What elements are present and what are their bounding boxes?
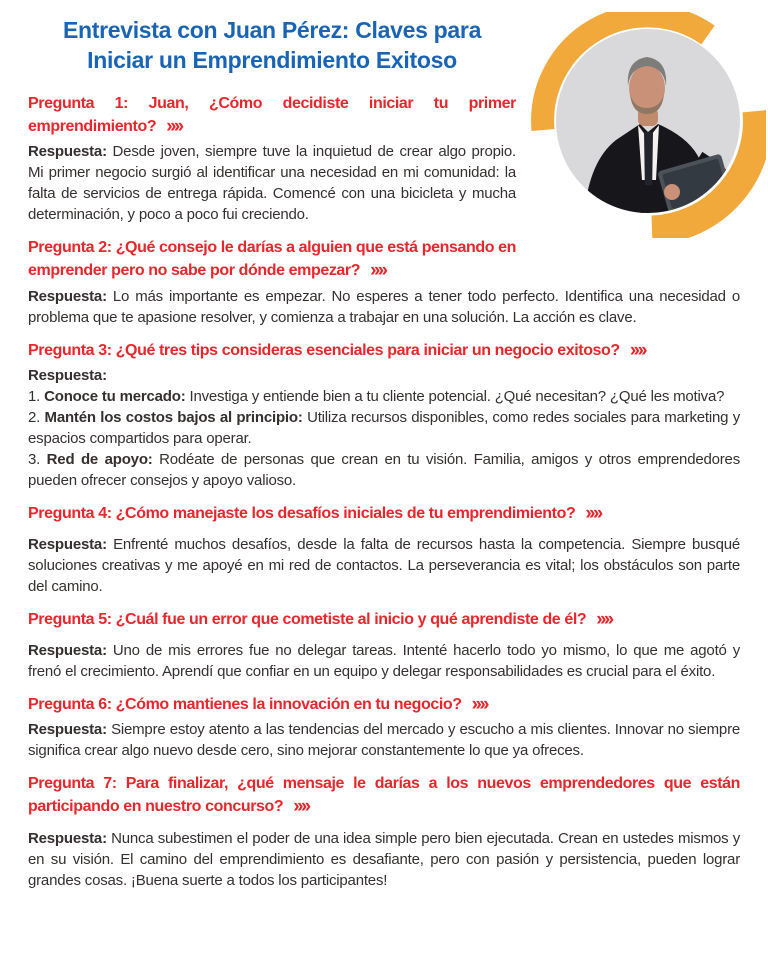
answer-text: Siempre estoy atento a las tendencias del mercado y escucho a mis clientes. Innovar no siempre significa crear algo nuevo desde cero, sino mejorar constantemente lo que ya ofreces. [28,721,741,760]
tip-item-2 [28,407,740,449]
answer-paragraph [28,640,740,682]
question-text: ¿Qué consejo le darías a alguien que está pensando en emprender pero no sabe por dónde empezar? [28,239,516,280]
question-text: ¿Cómo manejaste los desafíos iniciales de tu emprendimiento? [115,504,576,522]
question-6-heading [28,693,740,716]
question-section-7 [28,772,740,890]
question-section-2 [28,236,740,327]
question-5-heading [28,608,740,631]
question-text: ¿Qué tres tips consideras esenciales para iniciar un negocio exitoso? [115,341,620,359]
question-label: Pregunta 7: [28,775,117,793]
chevrons-icon: ›››› [293,796,309,818]
tip-text: Investiga y entiende bien a tu cliente potencial. ¿Qué necesitan? ¿Qué les motiva? [189,387,725,405]
question-text: Juan, ¿Cómo decidiste iniciar tu primer emprendimiento? [28,94,516,135]
question-label: Pregunta 3: [28,341,112,359]
answer-paragraph [28,719,740,761]
question-section-3 [28,339,740,491]
question-3-heading [28,339,740,362]
chevrons-icon: ›››› [370,260,386,282]
chevrons-icon: ›››› [166,115,182,137]
tip-number: 3. [28,450,41,468]
question-7-heading [28,772,740,818]
answer-label: Respuesta: [28,721,107,739]
tip-item-3 [28,449,740,491]
tip-number: 2. [28,408,41,426]
answer-label: Respuesta: [28,287,107,305]
question-section-6 [28,693,740,761]
profile-photo [526,12,766,238]
question-text: Para finalizar, ¿qué mensaje le darías a los nuevos emprendedores que están participando en nuestro concurso? [28,775,740,816]
tip-item-1 [28,386,740,407]
chevrons-icon: ›››› [471,694,487,716]
answer-text: Nunca subestimen el poder de una idea simple pero bien ejecutada. Crean en ustedes mismos y en su visión. El camino del emprendimiento es desafiante, pero con pasión y persistencia, pueden lograr grandes cosas. ¡Buena suerte a todos los participantes! [28,829,740,889]
tip-lead: Conoce tu mercado: [44,387,186,405]
businessman-photo-graphic [526,12,766,238]
chevrons-icon: ›››› [629,339,646,361]
answer-text: Uno de mis errores fue no delegar tareas. Intenté hacerlo todo yo mismo, lo que me agotó y frenó el crecimiento. Aprendí que confiar en un equipo y delegar responsabilidades es crucial para el éxito. [28,642,740,681]
question-section-4 [28,502,740,597]
answer-paragraph [28,828,740,891]
answer-paragraph [28,534,740,597]
question-section-5 [28,608,740,682]
question-label: Pregunta 2: [28,239,112,257]
answer-label: Respuesta: [28,642,107,660]
question-label: Pregunta 1: [28,94,129,112]
question-text: ¿Cuál fue un error que cometiste al inicio y qué aprendiste de él? [115,610,587,628]
chevrons-icon: ›››› [596,608,612,630]
tip-number: 1. [28,387,41,405]
answer-paragraph [28,365,740,386]
answer-paragraph [28,286,740,328]
question-label: Pregunta 6: [28,696,112,714]
answer-label: Respuesta: [28,143,107,161]
answer-text: Lo más importante es empezar. No esperes a tener todo perfecto. Identifica una necesidad o problema que te apasione resolver, y comienza a trabajar en una solución. La acción es clave. [28,287,740,326]
answer-text: Enfrenté muchos desafíos, desde la falta de recursos hasta la competencia. Siempre busqué soluciones creativas y me apoyé en mi red de contactos. La perseverancia es vital; los obstáculos son parte del camino. [28,535,741,595]
question-4-heading [28,502,740,525]
tip-text: Rodéate de personas que crean en tu visión. Familia, amigos y otros emprendedores pueden ofrecer consejos y apoyo valioso. [28,450,740,489]
chevrons-icon: ›››› [585,502,601,524]
tip-lead: Mantén los costos bajos al principio: [44,408,303,426]
answer-label: Respuesta: [28,535,107,553]
question-2-heading [28,236,740,282]
answer-label: Respuesta: [28,366,107,384]
answer-label: Respuesta: [28,829,107,847]
question-label: Pregunta 5: [28,610,112,628]
tip-lead: Red de apoyo: [46,450,153,468]
question-text: ¿Cómo mantienes la innovación en tu negocio? [115,696,462,714]
tip-text: Utiliza recursos disponibles, como redes sociales para marketing y espacios compartidos para operar. [28,408,740,447]
question-label: Pregunta 4: [28,504,112,522]
page-title-line1: Entrevista con Juan Pérez: Claves para [62,17,482,43]
page-title-line2: Iniciar un Emprendimiento Exitoso [87,46,457,73]
answer-text: Desde joven, siempre tuve la inquietud de crear algo propio. Mi primer negocio surgió al identificar una necesidad en mi comunidad: la falta de servicios de entrega rápida. Comencé con una bicicleta y mucha determinación, y poco a poco fui creciendo. [28,143,517,224]
